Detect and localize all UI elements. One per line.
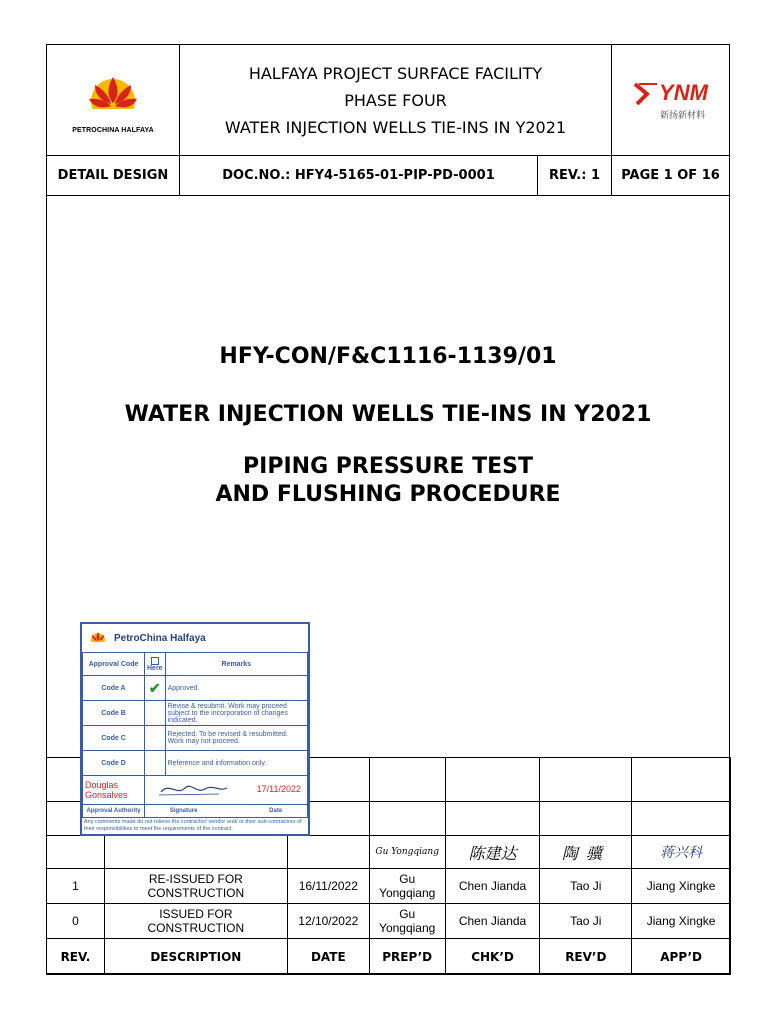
col-header-revd: REV’D xyxy=(540,939,632,975)
document-title-line-1: PIPING PRESSURE TEST xyxy=(243,454,533,479)
document-title-line-2: AND FLUSHING PROCEDURE xyxy=(215,482,561,507)
rev-number: 0 xyxy=(47,904,105,939)
check-cell xyxy=(145,701,166,726)
stamp-signer-last: Gonsalves xyxy=(85,790,128,800)
stamp-col-remarks: Remarks xyxy=(165,653,307,676)
col-header-prep: PREP’D xyxy=(369,939,445,975)
col-header-description: DESCRIPTION xyxy=(104,939,287,975)
rev-approved-by: Jiang Xingke xyxy=(632,869,731,904)
stage-label: DETAIL DESIGN xyxy=(57,168,169,183)
chk-signature: 陈建达 xyxy=(445,836,540,869)
petrochina-logo xyxy=(81,67,145,127)
checkbox-icon xyxy=(151,657,159,665)
col-header-appd: APP’D xyxy=(632,939,731,975)
header-title-line-3: WATER INJECTION WELLS TIE-INS IN Y2021 xyxy=(224,117,567,137)
stamp-code: Code B xyxy=(83,701,145,726)
rev-approved-by: Jiang Xingke xyxy=(632,904,731,939)
header-title-line-1: HALFAYA PROJECT SURFACE FACILITY xyxy=(248,63,543,83)
rev-date: 12/10/2022 xyxy=(287,904,369,939)
approval-stamp xyxy=(80,622,310,836)
rev-date: 16/11/2022 xyxy=(287,869,369,904)
subject-title: WATER INJECTION WELLS TIE-INS IN Y2021 xyxy=(124,402,652,427)
signature-row xyxy=(47,836,731,869)
stamp-disclaimer: Any comments made do not relieve the contractor/ vendor and/ or their sub-contractors of their responsibilities to meet the requirements of the contract. xyxy=(84,819,302,832)
table-header-row xyxy=(47,939,731,975)
page-label: PAGE 1 OF 16 xyxy=(621,168,720,183)
stamp-footer-authority: Approval Authority xyxy=(83,805,145,818)
table-row xyxy=(83,805,308,818)
stamp-code: Code D xyxy=(83,751,145,776)
stamp-signature-cell xyxy=(145,776,308,805)
table-row xyxy=(83,676,308,701)
left-logo-caption: PETROCHINA HALFAYA xyxy=(72,126,154,134)
stamp-footer-signature: Signature xyxy=(169,808,198,814)
table-row xyxy=(83,726,308,751)
petrochina-small-logo xyxy=(88,629,108,647)
col-header-date: DATE xyxy=(287,939,369,975)
stage-cell xyxy=(46,156,180,196)
prep-signature: Gu Yongqiang xyxy=(369,836,445,869)
table-row xyxy=(47,904,731,939)
table-row xyxy=(83,653,308,676)
stamp-signature-row xyxy=(83,776,308,805)
stamp-date: 17/11/2022 xyxy=(256,784,301,794)
rev-prepared-by: Gu Yongqiang xyxy=(369,869,445,904)
col-header-chk: CHK’D xyxy=(445,939,540,975)
header-title-line-2: PHASE FOUR xyxy=(344,90,447,110)
stamp-remark: Revise & resubmit. Work may proceed subject to the incorporation of changes indicated. xyxy=(165,701,307,726)
doc-no-cell xyxy=(180,156,538,196)
check-cell xyxy=(145,676,166,701)
rev-number: 1 xyxy=(47,869,105,904)
right-logo-cell xyxy=(612,44,730,156)
stamp-footer-cell xyxy=(145,805,308,818)
stamp-code: Code C xyxy=(83,726,145,751)
rev-reviewed-by: Tao Ji xyxy=(540,904,632,939)
rev-reviewed-by: Tao Ji xyxy=(540,869,632,904)
right-logo-text: YNM xyxy=(659,79,708,105)
left-logo-cell xyxy=(46,44,180,156)
rev-prepared-by: Gu Yongqiang xyxy=(369,904,445,939)
rev-checked-by: Chen Jianda xyxy=(445,869,540,904)
table-row xyxy=(47,869,731,904)
stamp-table xyxy=(82,652,308,818)
handwritten-signature xyxy=(159,780,229,798)
rev-cell xyxy=(538,156,612,196)
rev-description: ISSUED FOR CONSTRUCTION xyxy=(104,904,287,939)
ynm-logo xyxy=(633,80,708,106)
stamp-remark: Reference and information only. xyxy=(165,751,307,776)
table-row xyxy=(83,751,308,776)
stamp-signer-first: Douglas xyxy=(85,780,119,790)
page-cell xyxy=(612,156,730,196)
header-title-cell xyxy=(180,44,612,156)
col-header-rev: REV. xyxy=(47,939,105,975)
rev-label: REV.: 1 xyxy=(549,168,600,183)
right-logo-subtext: 新扬新材料 xyxy=(659,109,705,120)
stamp-company: PetroChina Halfaya xyxy=(114,632,206,644)
stamp-remark: Approved. xyxy=(165,676,307,701)
stamp-col-code: Approval Code xyxy=(83,653,145,676)
table-row xyxy=(83,701,308,726)
app-signature: 蒋兴科 xyxy=(632,836,731,869)
stamp-col-here-label: Here xyxy=(147,664,163,672)
rev-signature: 陶骥 xyxy=(540,836,632,869)
stamp-footer-date: Date xyxy=(269,808,283,814)
checkmark-icon: ✔ xyxy=(148,679,161,696)
stamp-remark: Rejected. To be revised & resubmitted. Work may not proceed. xyxy=(165,726,307,751)
check-cell xyxy=(145,751,166,776)
doc-no-label: DOC.NO.: HFY4-5165-01-PIP-PD-0001 xyxy=(222,168,495,183)
stamp-col-here xyxy=(145,653,166,676)
stamp-code: Code A xyxy=(83,676,145,701)
ynm-swoosh-icon xyxy=(633,80,659,106)
rev-description: RE-ISSUED FOR CONSTRUCTION xyxy=(104,869,287,904)
stamp-signer xyxy=(83,776,145,805)
check-cell xyxy=(145,726,166,751)
reference-number: HFY-CON/F&C1116-1139/01 xyxy=(219,344,557,369)
rev-checked-by: Chen Jianda xyxy=(445,904,540,939)
